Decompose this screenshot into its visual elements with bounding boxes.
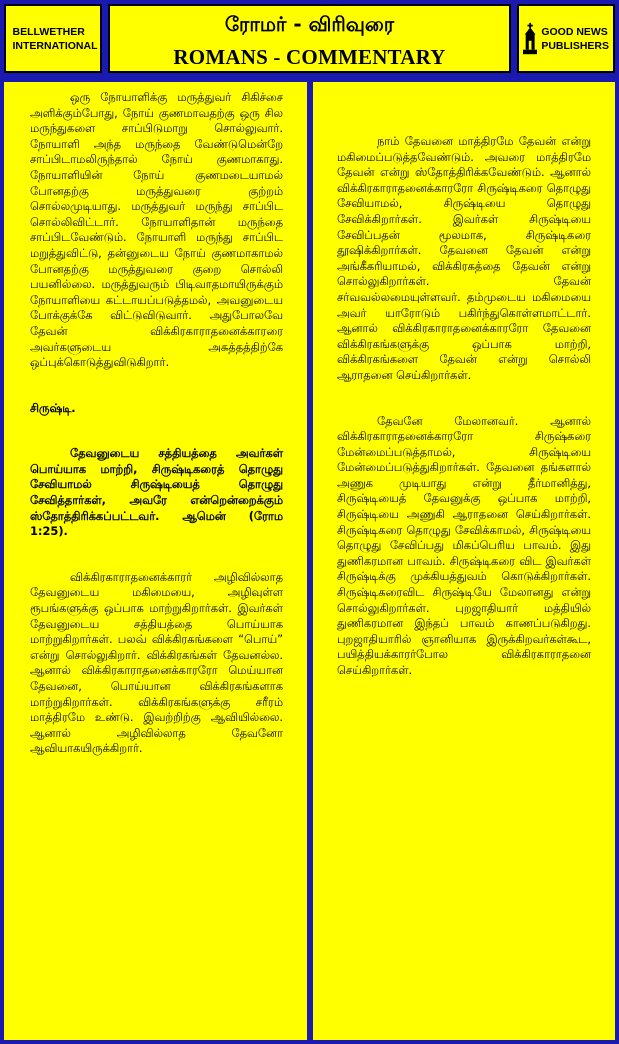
logo-left-line2: INTERNATIONAL — [12, 39, 98, 52]
bellwether-logo — [4, 4, 102, 73]
left-paragraph-2: விக்கிரகாராதனைக்காரர் அழிவில்லாத தேவனுடைய மகிமையை, அழிவுள்ள ரூபங்களுக்கு ஒப்பாக மாற்றுகிறார்கள். இவர்கள் தேவனுடைய சத்தியத்தை பொய்யாக மாற்றுகிறார்கள். பலவ் விக்கிரகங்களை “பொய்” என்று சொல்லுகிறார். விக்கிரகங்கள் தேவனல்ல. ஆனால் விக்கிரகாராதனைக்காரரோ மெய்யான தேவனை, பொய்யான விக்கிரகங்களாக மாற்றுகிறார்கள். விக்கிரகங்களுக்கு சரீரம் மாத்திரமே உண்டு. இவற்றிற்கு ஆவியில்லை. ஆனால் அழிவில்லாத தேவனோ ஆவியாகயிருக்கிறார். — [30, 569, 283, 756]
title-tamil: ரோமர் - விரிவுரை — [224, 12, 395, 36]
church-icon — [523, 21, 537, 57]
right-column — [313, 82, 615, 1040]
section-heading: சிருஷ்டி. — [30, 400, 76, 415]
title-box — [108, 4, 511, 73]
good-news-logo — [517, 4, 615, 73]
right-paragraph-1: நாம் தேவனை மாத்திரமே தேவன் என்று மகிமைப்படுத்தவேண்டும். அவரை மாத்திரமே தேவன் என்று ஸ்தோத்திரிக்கவேண்டும். ஆனால் விக்கிரகாராதனைக்காரரோ சிருஷ்டிகரை தொழுது சேவியாமல், சிருஷ்டியை தொழுது சேவிக்கிறார்கள். இவர்கள் சிருஷ்டியை சேவிப்பதன் மூலமாக, சிருஷ்டிகரை தூஷிக்கிறார்கள். தேவனை தேவன் என்று அங்கீகரியாமல், விக்கிரகத்தை தேவன் என்று சொல்லுகிறார்கள். தேவன் சர்வவல்லமையுள்ளவர். தம்முடைய மகிமையை அவர் யாரோடும் பகிர்ந்துகொள்ளமாட்டார். ஆனால் விக்கிரகாராதனைக்காரரோ தேவனை விக்கிரகங்களுக்கு ஒப்பாக மாற்றி, விக்கிரகங்களை தேவன் என்று சொல்லி ஆராதனை செய்கிறார்கள். — [337, 134, 591, 382]
right-paragraph-2: தேவனே மேலானவர். ஆனால் விக்கிரகாராதனைக்காரரோ சிருஷ்கரை மேன்மைப்படுத்தாமல், சிருஷ்டியை மேன்மைப்படுத்துகிறார்கள். தேவனை தங்களால் அணுக முடியாது என்று தீர்மானித்து, சிருஷ்டியைத் தேவனுக்கு ஒப்பாக மாற்றி, சிருஷ்டியை அணுகி ஆராதனை செய்கிறார்கள். சிருஷ்டிகரை தொழுது சேவிக்காமல், சிருஷ்டியை தொழுது சேவிப்பது மிகப்பெரிய பாவம். இது துணிகரமான பாவம். சிருஷ்டிகரை விட இவர்கள் சிருஷ்டிக்கு முக்கியத்துவம் கொடுக்கிறார்கள். சிருஷ்டிகரைவிட சிருஷ்டியே மேலானது என்று சொல்லுகிறார்கள். புறஜாதியார் மத்தியில் துணிகரமான இந்தப் பாவம் காணப்படுகிறது. புறஜாதியாரில் ஞானியாக இருக்கிறவர்கள்கூட, பயித்தியக்காரர்போல விக்கிரகாராதனை செய்கிறார்கள். — [337, 413, 591, 677]
title-english: ROMANS - COMMENTARY — [173, 45, 446, 69]
logo-right-line2: PUBLISHERS — [541, 39, 609, 52]
scripture-verse: தேவனுடைய சத்தியத்தை அவர்கள் பொய்யாக மாற்றி, சிருஷ்டிகரைத் தொழுது சேவியாமல் சிருஷ்டியைத் தொழுது சேவித்தார்கள், அவரே என்றென்றைக்கும் ஸ்தோத்திரிக்கப்பட்டவர். ஆமென் (ரோம 1:25). — [30, 446, 283, 539]
logo-left-line1: BELLWETHER — [12, 25, 85, 38]
left-paragraph-1: ஒரு நோயாளிக்கு மருத்துவர் சிகிச்சை அளிக்கும்போது, நோய் குணமாவதற்கு ஒரு சில மருந்துகளை சாப்பிடுமாறு சொல்லுவார். நோயாளி அந்த மருந்தை வேண்டுமென்றே சாப்பிடாமலிருந்தால் நோய் குணமாகாது. நோயாளியின் நோய் குணமடையாமல் போனதற்கு மருத்துவரை குற்றம் சொல்லமுடியாது. மருத்துவர் மருந்து சாப்பிட சொல்லிவிட்டார். நோயாளிதான் மருந்தை சாப்பிடவேண்டும். நோயாளி மருந்து சாப்பிட மறுத்துவிட்டு, தன்னுடைய நோய் குணமாகாமல் போனதற்கு மருத்துவரை குறை சொல்லி பயனில்லை. மருத்துவரும் பிடிவாதமாயிருக்கும் நோயாளியை கட்டாயப்படுத்தமல், அவனுடைய போக்குக்கே விட்டுவிடுவார். அதுபோலவே தேவன் விக்கிரகாராதனைக்காரரை அவர்களுடைய அசுத்தத்திற்கே ஒப்புக்கொடுத்துவிடுகிறார். — [30, 90, 283, 370]
left-column — [4, 82, 307, 1040]
logo-right-line1: GOOD NEWS — [541, 25, 608, 38]
